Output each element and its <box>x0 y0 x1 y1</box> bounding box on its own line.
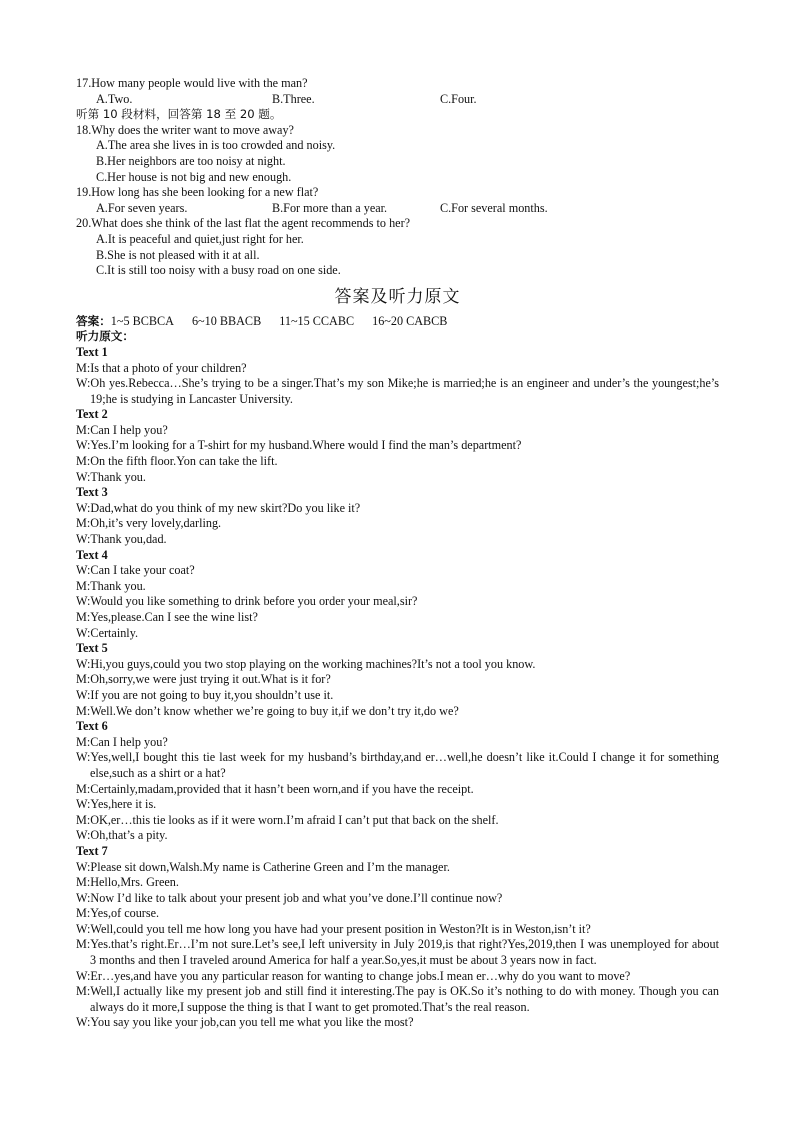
dialogue-line: W:Please sit down,Walsh.My name is Catherine Green and I’m the manager. <box>76 859 450 874</box>
transcript-text-block <box>76 641 719 719</box>
question-18 <box>76 123 719 185</box>
section-heading: 答案及听力原文 <box>334 286 461 307</box>
answer-label: 答案： <box>76 313 111 328</box>
dialogue-line: W:Certainly. <box>76 625 139 640</box>
document-page <box>76 76 719 1031</box>
dialogue-line: M:Can I help you? <box>76 734 168 749</box>
question-stem: 20.What does she think of the last flat the agent recommends to her? <box>76 216 411 231</box>
option-a: A.The area she lives in is too crowded and noisy. <box>96 138 336 153</box>
dialogue-line: W:Er…yes,and have you any particular reason for wanting to change jobs.I mean er…why do you want to move? <box>76 968 631 983</box>
dialogue-line: M:Is that a photo of your children? <box>76 360 247 375</box>
option-b: B.For more than a year. <box>272 200 388 215</box>
dialogue-line: M:Well,I actually like my present job and still find it interesting.The pay is OK.So it’s nothing to do with money. Though you can always do it more,I suppose the thing is that I want to get promoted.That’s the real reason. <box>76 984 719 1014</box>
dialogue-line: M:On the fifth floor.Yon can take the lift. <box>76 454 278 469</box>
option-b: B.Three. <box>272 91 315 106</box>
transcript <box>76 345 719 1031</box>
dialogue-line: M:Oh,it’s very lovely,darling. <box>76 516 222 531</box>
dialogue-line: W:Dad,what do you think of my new skirt?Do you like it? <box>76 500 361 515</box>
text-title: Text 4 <box>76 547 108 562</box>
dialogue-line: W:Would you like something to drink before you order your meal,sir? <box>76 594 418 609</box>
text-title: Text 6 <box>76 719 108 734</box>
dialogue-line: W:Yes,here it is. <box>76 797 157 812</box>
options-row <box>76 92 719 108</box>
dialogue-line: M:OK,er…this tie looks as if it were worn.I’m afraid I can’t put that back on the shelf. <box>76 812 499 827</box>
question-19 <box>76 185 719 216</box>
dialogue-line: M:Certainly,madam,provided that it hasn’t been worn,and if you have the receipt. <box>76 781 474 796</box>
dialogue-line: W:Well,could you tell me how long you have had your present position in Weston?It is in Weston,isn’t it? <box>76 921 591 936</box>
option-a: A.It is peaceful and quiet,just right for her. <box>96 231 304 246</box>
question-stem: 17.How many people would live with the man? <box>76 76 308 90</box>
option-a: A.For seven years. <box>96 200 188 215</box>
section-instruction: 听第 10 段材料，回答第 18 至 20 题。 <box>76 107 282 122</box>
transcript-text-block <box>76 407 719 485</box>
question-stem: 19.How long has she been looking for a new flat? <box>76 185 319 200</box>
dialogue-line: W:Can I take your coat? <box>76 563 195 578</box>
dialogue-line: W:Now I’d like to talk about your present job and what you’ve done.I’ll continue now? <box>76 890 503 905</box>
option-c: C.For several months. <box>440 200 548 215</box>
option-b: B.She is not pleased with it at all. <box>96 247 260 262</box>
text-title: Text 7 <box>76 843 108 858</box>
dialogue-line: W:Yes,well,I bought this tie last week for my husband’s birthday,and er…well,he doesn’t like it.Could I change it for something else,such as a shirt or a hat? <box>76 750 719 780</box>
transcript-text-block <box>76 844 719 1031</box>
dialogue-line: W:Yes.I’m looking for a T-shirt for my husband.Where would I find the man’s department? <box>76 438 522 453</box>
option-c: C.Her house is not big and new enough. <box>96 169 292 184</box>
dialogue-line: W:You say you like your job,can you tell me what you like the most? <box>76 1015 414 1030</box>
dialogue-line: M:Can I help you? <box>76 422 168 437</box>
transcript-text-block <box>76 485 719 547</box>
answer-group: 6~10 BBACB <box>191 313 262 328</box>
dialogue-line: W:Thank you,dad. <box>76 532 167 547</box>
answer-group: 16~20 CABCB <box>372 313 448 328</box>
option-a: A.Two. <box>96 91 133 106</box>
transcript-text-block <box>76 548 719 642</box>
answer-group: 11~15 CCABC <box>279 313 355 328</box>
dialogue-line: W:Oh yes.Rebecca…She’s trying to be a singer.That’s my son Mike;he is married;he is an engineer and under’s the youngest;he’s 19;he is studying in Lancaster University. <box>76 376 719 406</box>
dialogue-line: W:Thank you. <box>76 469 146 484</box>
option-b: B.Her neighbors are too noisy at night. <box>96 153 286 168</box>
transcript-label: 听力原文： <box>76 329 134 344</box>
answer-key <box>76 314 719 330</box>
answer-group: 1~5 BCBCA <box>110 313 174 328</box>
dialogue-line: M:Yes.that’s right.Er…I’m not sure.Let’s see,I left university in July 2019,is that right?Yes,2019,then I was unemployed for about 3 months and then I traveled around America for half a year.So,yes,it must be about 3 years now in fact. <box>76 937 719 968</box>
dialogue-line: M:Hello,Mrs. Green. <box>76 875 179 890</box>
transcript-text-block <box>76 719 719 844</box>
dialogue-line: M:Thank you. <box>76 578 146 593</box>
dialogue-line: W:Hi,you guys,could you two stop playing on the working machines?It’s not a tool you know. <box>76 656 536 671</box>
text-title: Text 3 <box>76 485 108 500</box>
dialogue-line: M:Yes,please.Can I see the wine list? <box>76 610 258 624</box>
option-c: C.It is still too noisy with a busy road on one side. <box>96 263 341 278</box>
dialogue-line: M:Well.We don’t know whether we’re going to buy it,if we don’t try it,do we? <box>76 703 459 718</box>
text-title: Text 1 <box>76 344 108 359</box>
transcript-text-block <box>76 345 719 407</box>
question-20 <box>76 216 719 278</box>
text-title: Text 5 <box>76 641 108 656</box>
option-c: C.Four. <box>440 91 477 106</box>
dialogue-line: W:If you are not going to buy it,you shouldn’t use it. <box>76 687 334 702</box>
options-row <box>76 201 719 217</box>
question-stem: 18.Why does the writer want to move away? <box>76 122 294 137</box>
text-title: Text 2 <box>76 407 108 422</box>
question-17 <box>76 76 719 107</box>
dialogue-line: W:Oh,that’s a pity. <box>76 828 168 843</box>
dialogue-line: M:Yes,of course. <box>76 906 160 921</box>
dialogue-line: M:Oh,sorry,we were just trying it out.What is it for? <box>76 672 331 687</box>
